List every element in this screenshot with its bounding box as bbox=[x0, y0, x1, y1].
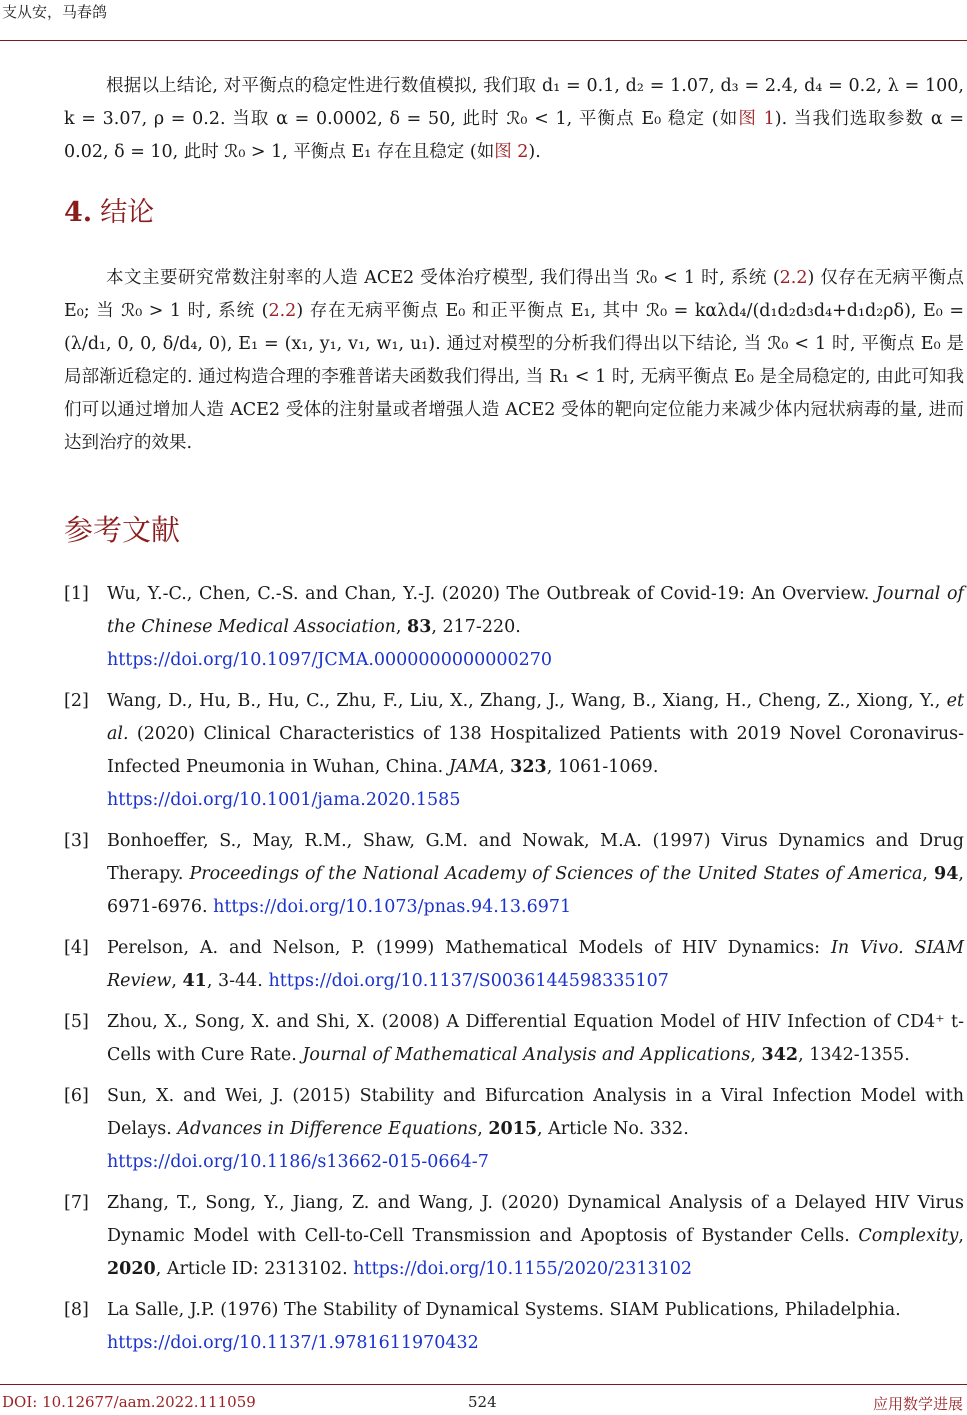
reference-item: [2] Wang, D., Hu, B., Hu, C., Zhu, F., Liu, X., Zhang, J., Wang, B., Xiang, H., Cheng, Z., Xiong, Y., et al. (2020) Clinical Characteristics of 138 Hospitalized Patients with 2019 Novel Coronavirus-Infected Pneumonia in Wuhan, China. JAMA, 323, 1061-1069. https://doi.org/10.1001/jama.2020.1585 bbox=[64, 685, 964, 817]
reference-number: [7] bbox=[64, 1193, 89, 1213]
reference-volume: 2015 bbox=[488, 1119, 538, 1139]
section-title: 结论 bbox=[100, 197, 155, 228]
reference-number: [8] bbox=[64, 1300, 89, 1320]
reference-authors: La Salle, J.P. (1976) The Stability of Dynamical Systems. SIAM Publications, Philadelphia. bbox=[107, 1300, 901, 1320]
reference-authors: Zhang, T., Song, Y., Jiang, Z. and Wang, J. (2020) Dynamical Analysis of a Delayed HIV Virus Dynamic Model with Cell-to-Cell Transmission and Apoptosis of Bystander Cells. bbox=[107, 1193, 964, 1246]
reference-authors: Sun, X. and Wei, J. (2015) Stability and Bifurcation Analysis in a Viral Infection Model with Delays. bbox=[107, 1086, 964, 1139]
para1-text1: 根据以上结论, 对平衡点的稳定性进行数值模拟, 我们取 d₁ = 0.1, d₂ = 1.07, d₃ = 2.4, d₄ = 0.2, λ = 100, k = 3.07, ρ = 0.2. 当取 α = 0.0002, δ = 50, 此时 ℛ₀ < 1, 平衡点 E₀ 稳定 (如 bbox=[64, 76, 964, 129]
reference-authors: Wu, Y.-C., Chen, C.-S. and Chan, Y.-J. (2020) The Outbreak of Covid-19: An Overview. bbox=[107, 584, 876, 604]
footer-doi-link[interactable]: DOI: 10.12677/aam.2022.111059 bbox=[2, 1393, 256, 1411]
reference-item: [6] Sun, X. and Wei, J. (2015) Stability and Bifurcation Analysis in a Viral Infection Model with Delays. Advances in Difference Equations, 2015, Article No. 332. https://doi.org/10.1186/s13662-015-0664-7 bbox=[64, 1080, 964, 1179]
reference-item bbox=[64, 1294, 964, 1360]
reference-journal: In Vivo. SIAM Review bbox=[107, 938, 964, 991]
reference-number: [4] bbox=[64, 938, 89, 958]
reference-number: [2] bbox=[64, 691, 89, 711]
header-authors: 支从安，马春鸽 bbox=[2, 3, 108, 21]
reference-item: [3] Bonhoeffer, S., May, R.M., Shaw, G.M. and Nowak, M.A. (1997) Virus Dynamics and Drug Therapy. Proceedings of the National Academy of Sciences of the United States of America, 94, 6971-6976. https://doi.org/10.1073/pnas.94.13.6971 bbox=[64, 825, 964, 924]
reference-number: [3] bbox=[64, 831, 89, 851]
reference-doi-link[interactable]: https://doi.org/10.1001/jama.2020.1585 bbox=[107, 790, 461, 810]
reference-authors: Bonhoeffer, S., May, R.M., Shaw, G.M. and Nowak, M.A. (1997) Virus Dynamics and Drug Therapy. bbox=[107, 831, 964, 884]
figure-2-link[interactable]: 图 2 bbox=[494, 142, 529, 162]
reference-doi-link[interactable]: https://doi.org/10.1155/2020/2313102 bbox=[353, 1259, 693, 1279]
equation-link-1[interactable]: 2.2 bbox=[779, 268, 808, 288]
reference-volume: 323 bbox=[510, 757, 547, 777]
reference-number: [5] bbox=[64, 1012, 89, 1032]
reference-volume: 83 bbox=[407, 617, 432, 637]
reference-list bbox=[64, 578, 964, 1368]
para2-t2: ) 仅存在无病平衡点 E₀; 当 ℛ₀ > 1 时, 系统 ( bbox=[64, 268, 964, 321]
reference-journal: Advances in Difference Equations bbox=[177, 1119, 478, 1139]
paragraph-numerical-simulation bbox=[64, 70, 964, 169]
reference-number: [6] bbox=[64, 1086, 89, 1106]
page-header bbox=[0, 0, 967, 41]
reference-doi-link[interactable]: https://doi.org/10.1137/1.9781611970432 bbox=[107, 1333, 479, 1353]
reference-authors: Perelson, A. and Nelson, P. (1999) Mathematical Models of HIV Dynamics: bbox=[107, 938, 831, 958]
reference-item: [7] Zhang, T., Song, Y., Jiang, Z. and Wang, J. (2020) Dynamical Analysis of a Delayed HIV Virus Dynamic Model with Cell-to-Cell Transmission and Apoptosis of Bystander Cells. Complexity, 2020, Article ID: 2313102. https://doi.org/10.1155/2020/2313102 bbox=[64, 1187, 964, 1286]
figure-1-link[interactable]: 图 1 bbox=[738, 109, 775, 129]
reference-volume: 94 bbox=[934, 864, 959, 884]
reference-volume: 2020 bbox=[107, 1259, 156, 1279]
section-4-heading bbox=[64, 190, 154, 229]
reference-authors: Wang, D., Hu, B., Hu, C., Zhu, F., Liu, X., Zhang, J., Wang, B., Xiang, H., Cheng, Z., Xiong, Y., bbox=[107, 691, 947, 711]
reference-number: [1] bbox=[64, 584, 89, 604]
reference-journal: Journal of the Chinese Medical Association bbox=[107, 584, 964, 637]
para2-t3: ) 存在无病平衡点 E₀ 和正平衡点 E₁, 其中 ℛ₀ = kαλd₄/(d₁d₂d₃d₄+d₁d₂ρδ), E₀ = (λ/d₁, 0, 0, δ/d₄, 0), E₁ = (x₁, y₁, v₁, w₁, u₁). 通过对模型的分析我们得出以下结论, 当 ℛ₀ < 1 时, 平衡点 E₀ 是局部渐近稳定的. 通过构造合理的李雅普诺夫函数我们得出, 当 R₁ < 1 时, 无病平衡点 E₀ 是全局稳定的, 由此可知我们可以通过增加人造 ACE2 受体的注射量或者增强人造 ACE2 受体的靶向定位能力来减少体内冠状病毒的量, 进而达到治疗的效果. bbox=[64, 301, 964, 453]
journal-name: 应用数学进展 bbox=[872, 1395, 963, 1413]
reference-journal: Journal of Mathematical Analysis and Applications bbox=[302, 1045, 751, 1065]
reference-journal: Proceedings of the National Academy of Sciences of the United States of America bbox=[189, 864, 923, 884]
reference-doi-link[interactable]: https://doi.org/10.1137/S0036144598335107 bbox=[268, 971, 669, 991]
reference-item: [5] Zhou, X., Song, X. and Shi, X. (2008) A Differential Equation Model of HIV Infection of CD4⁺ t-Cells with Cure Rate. Journal of Mathematical Analysis and Applications, 342, 1342-1355. bbox=[64, 1006, 964, 1072]
reference-doi-link[interactable]: https://doi.org/10.1097/JCMA.0000000000000270 bbox=[107, 650, 553, 670]
references-heading: 参考文献 bbox=[64, 513, 181, 547]
reference-doi-link[interactable]: https://doi.org/10.1186/s13662-015-0664-7 bbox=[107, 1152, 489, 1172]
reference-doi-link[interactable]: https://doi.org/10.1073/pnas.94.13.6971 bbox=[213, 897, 572, 917]
reference-volume: 41 bbox=[182, 971, 207, 991]
page-number: 524 bbox=[468, 1393, 497, 1411]
para1-text3: ). bbox=[528, 142, 541, 162]
reference-journal: JAMA bbox=[448, 757, 500, 777]
section-number: 4. bbox=[64, 197, 93, 228]
reference-item: [1] Wu, Y.-C., Chen, C.-S. and Chan, Y.-J. (2020) The Outbreak of Covid-19: An Overview. Journal of the Chinese Medical Association, 83, 217-220. https://doi.org/10.1097/JCMA.0000000000000270 bbox=[64, 578, 964, 677]
page-footer bbox=[0, 1384, 967, 1415]
para2-t1: 本文主要研究常数注射率的人造 ACE2 受体治疗模型, 我们得出当 ℛ₀ < 1 时, 系统 ( bbox=[106, 268, 780, 288]
reference-item: [4] Perelson, A. and Nelson, P. (1999) Mathematical Models of HIV Dynamics: In Vivo. SIAM Review, 41, 3-44. https://doi.org/10.1137/S0036144598335107 bbox=[64, 932, 964, 998]
paragraph-conclusion bbox=[64, 262, 964, 460]
reference-journal: Complexity bbox=[858, 1226, 959, 1246]
equation-link-2[interactable]: 2.2 bbox=[268, 301, 297, 321]
reference-authors: Zhou, X., Song, X. and Shi, X. (2008) A Differential Equation Model of HIV Infection of CD4⁺ t-Cells with Cure Rate. bbox=[107, 1012, 964, 1065]
reference-volume: 342 bbox=[761, 1045, 799, 1065]
para1-text2: ). 当我们选取参数 α = 0.02, δ = 10, 此时 ℛ₀ > 1, 平衡点 E₁ 存在且稳定 (如 bbox=[64, 109, 965, 162]
